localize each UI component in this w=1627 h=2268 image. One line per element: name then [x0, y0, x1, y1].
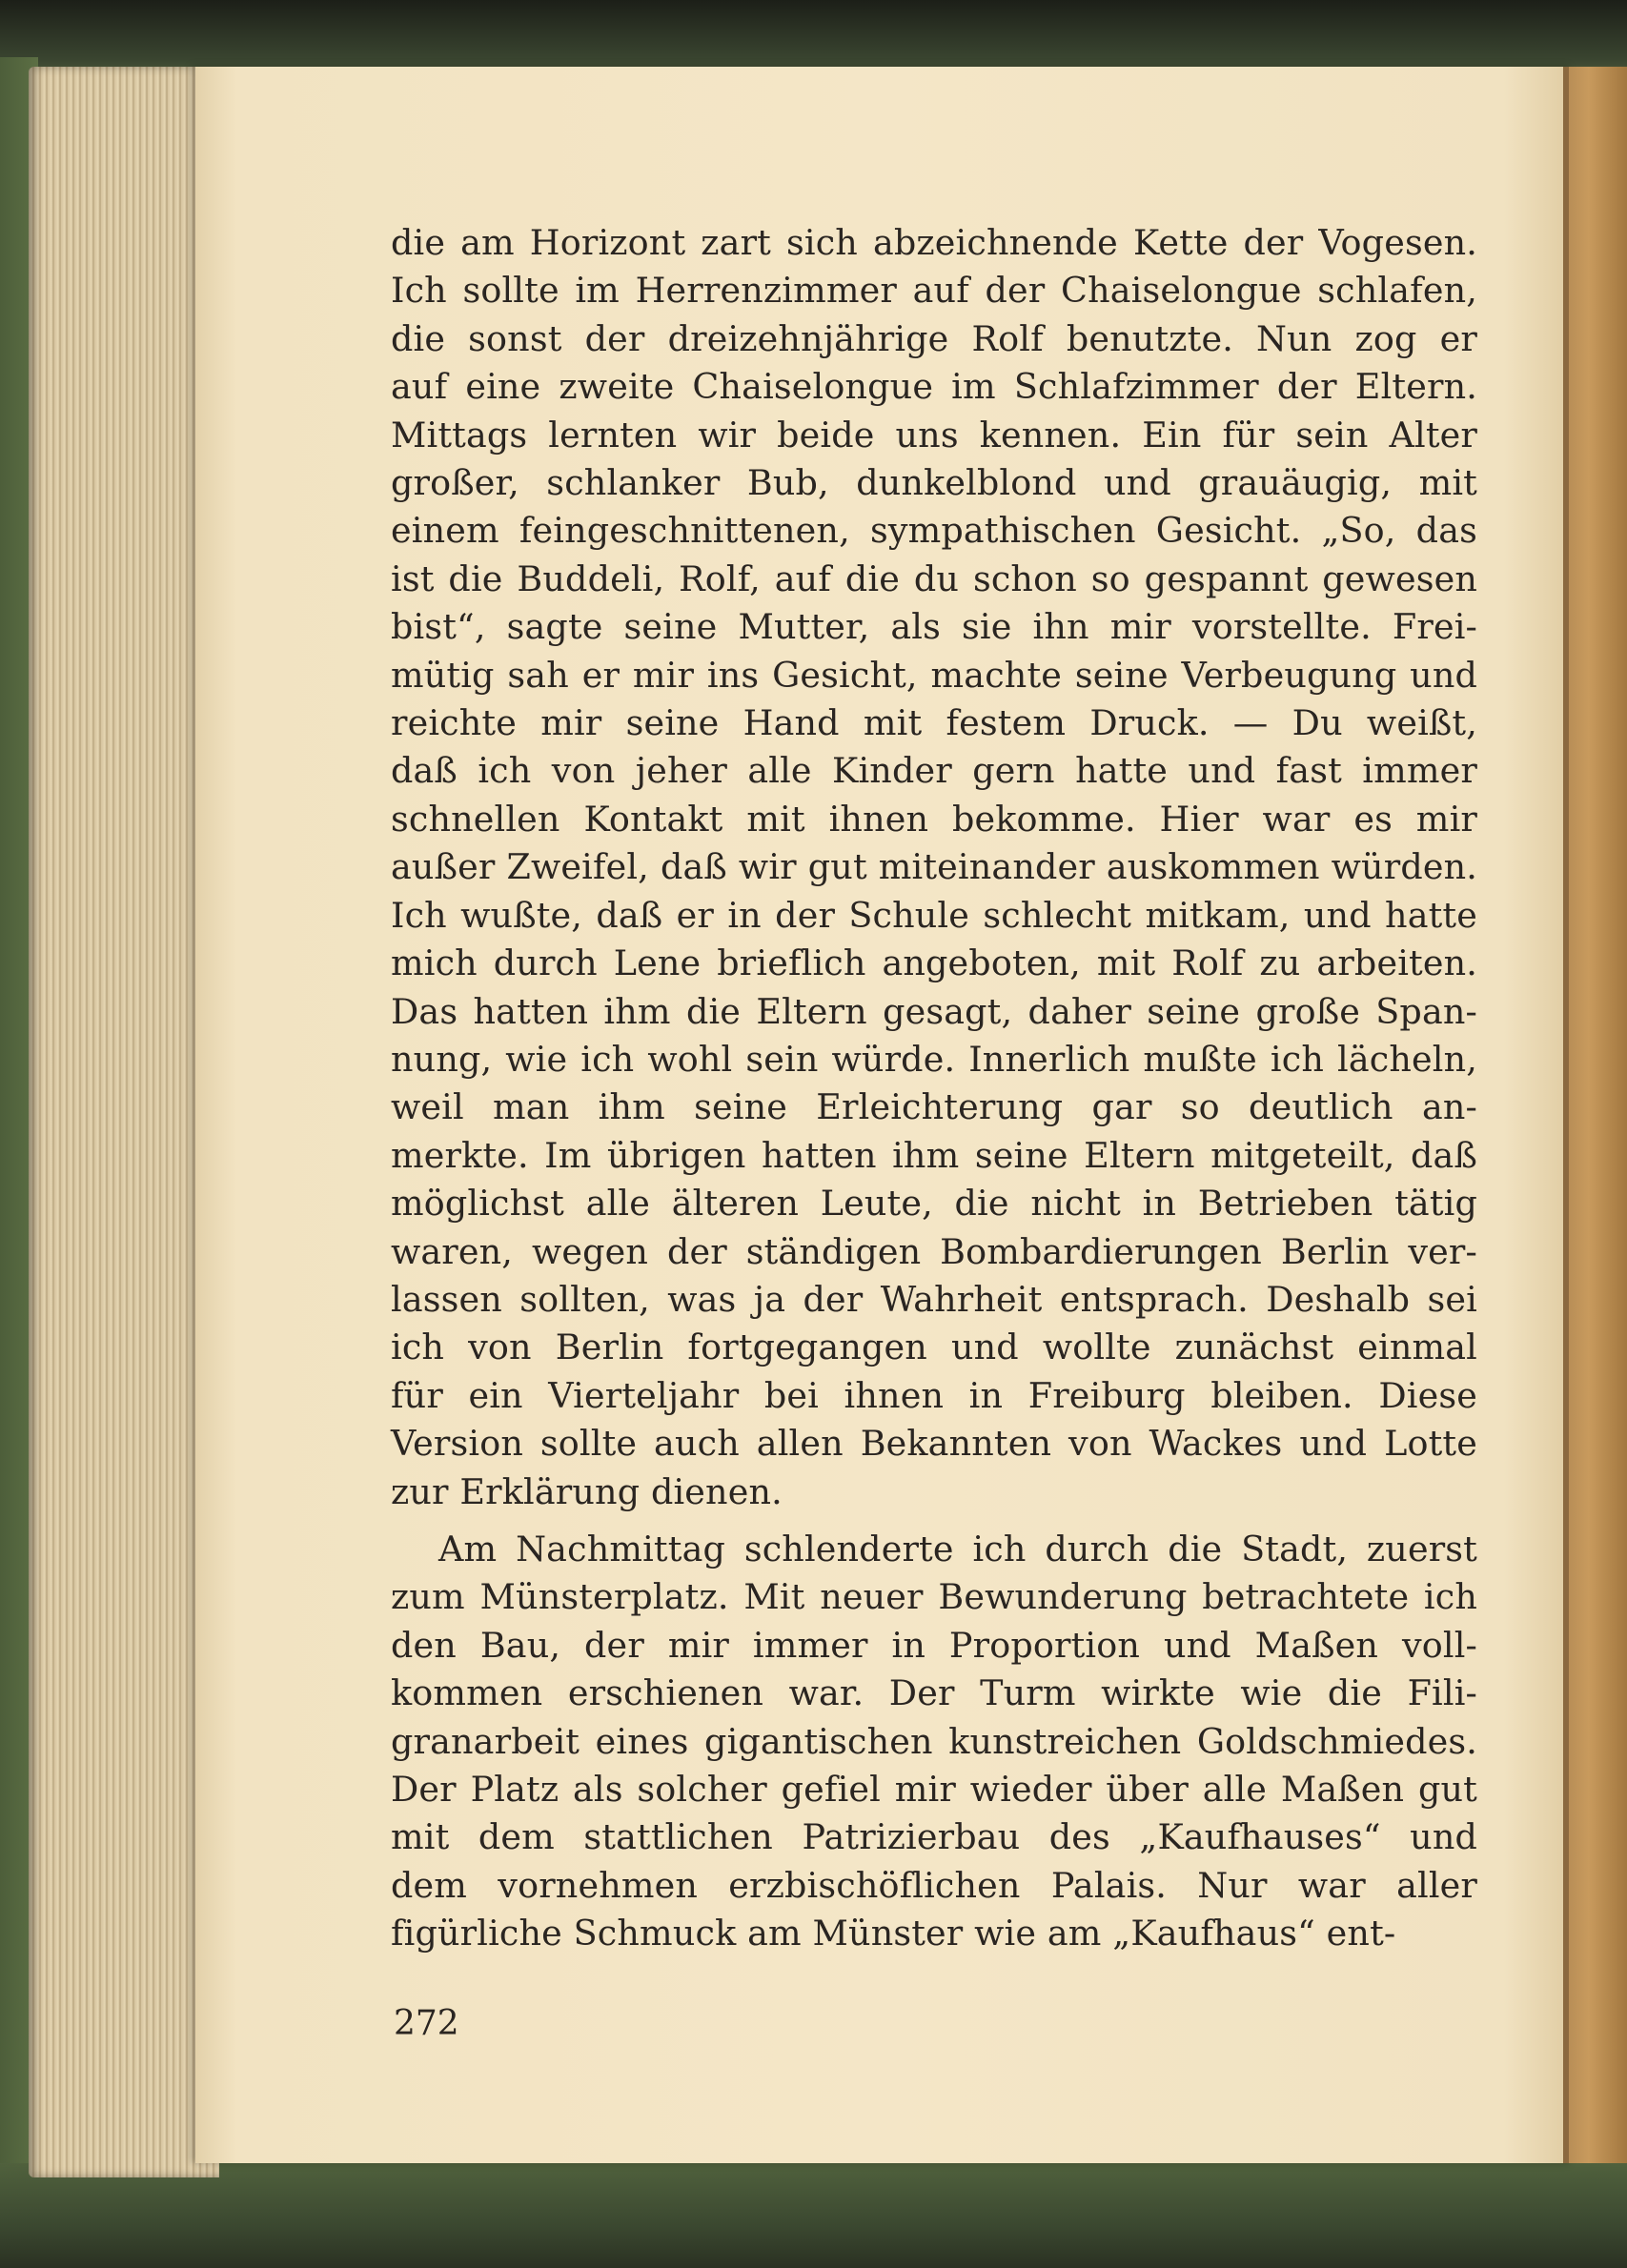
- text-line: möglichst alle älteren Leute, die nicht in Betrieben tätig: [391, 1183, 1477, 1225]
- text-line: lassen sollten, was ja der Wahrheit entsprach. Deshalb sei: [391, 1278, 1477, 1320]
- text-line: zum Münsterplatz. Mit neuer Bewunderung betrachtete ich: [391, 1576, 1477, 1618]
- text-line: Ich wußte, daß er in der Schule schlecht mitkam, und hatte: [391, 894, 1477, 936]
- text-line: die sonst der dreizehnjährige Rolf benutzte. Nun zog er: [391, 317, 1477, 359]
- page-stack-edge: [29, 67, 219, 2177]
- text-line: für ein Vierteljahr bei ihnen in Freiburg bleiben. Diese: [391, 1374, 1477, 1416]
- text-line: Der Platz als solcher gefiel mir wieder über alle Maßen gut: [391, 1769, 1477, 1810]
- text-line: zur Erklärung dienen.: [391, 1470, 783, 1512]
- text-line: auf eine zweite Chaiselongue im Schlafzimmer der Eltern.: [391, 366, 1477, 408]
- text-line: Mittags lernten wir beide uns kennen. Ein für sein Alter: [391, 414, 1477, 456]
- text-line: merkte. Im übrigen hatten ihm seine Eltern mitgeteilt, daß: [391, 1134, 1477, 1176]
- text-line: einem feingeschnittenen, sympathischen Gesicht. „So, das: [391, 510, 1477, 552]
- text-line: Am Nachmittag schlenderte ich durch die Stadt, zuerst: [438, 1528, 1477, 1569]
- body-text: [391, 219, 1477, 1958]
- text-line: kommen erschienen war. Der Turm wirkte wie die Fili-: [391, 1672, 1477, 1714]
- text-line: ich von Berlin fortgegangen und wollte zunächst einmal: [391, 1326, 1477, 1368]
- text-line: waren, wegen der ständigen Bombardierungen Berlin ver-: [391, 1230, 1477, 1272]
- text-line: figürliche Schmuck am Münster wie am „Kaufhaus“ ent-: [391, 1913, 1396, 1954]
- text-line: mütig sah er mir ins Gesicht, machte seine Verbeugung und: [391, 654, 1477, 696]
- text-line: granarbeit eines gigantischen kunstreichen Goldschmiedes.: [391, 1720, 1477, 1762]
- text-line: großer, schlanker Bub, dunkelblond und grauäugig, mit: [391, 462, 1477, 504]
- text-line: weil man ihm seine Erleichterung gar so deutlich an-: [391, 1086, 1477, 1128]
- text-line: mit dem stattlichen Patrizierbau des „Kaufhauses“ und: [391, 1816, 1477, 1858]
- text-line: ist die Buddeli, Rolf, auf die du schon so gespannt gewesen: [391, 557, 1477, 599]
- text-line: Ich sollte im Herrenzimmer auf der Chaiselongue schlafen,: [391, 270, 1477, 312]
- text-line: die am Horizont zart sich abzeichnende Kette der Vogesen.: [391, 222, 1477, 263]
- page-number: 272: [394, 2004, 459, 2043]
- text-line: reichte mir seine Hand mit festem Druck. — Du weißt,: [391, 702, 1477, 744]
- text-line: außer Zweifel, daß wir gut miteinander auskommen würden.: [391, 846, 1477, 888]
- paragraph-1: [391, 219, 1477, 1516]
- page-right-edge: [1563, 67, 1627, 2163]
- book-cover-bottom: [0, 2163, 1627, 2268]
- text-line: nung, wie ich wohl sein würde. Innerlich mußte ich lächeln,: [391, 1038, 1477, 1080]
- text-line: mich durch Lene brieflich angeboten, mit Rolf zu arbeiten.: [391, 942, 1477, 984]
- text-line: Das hatten ihm die Eltern gesagt, daher seine große Span-: [391, 990, 1477, 1032]
- text-line: dem vornehmen erzbischöflichen Palais. Nur war aller: [391, 1864, 1477, 1906]
- text-line: den Bau, der mir immer in Proportion und Maßen voll-: [391, 1624, 1477, 1666]
- paragraph-2: [391, 1526, 1477, 1958]
- text-line: Version sollte auch allen Bekannten von Wackes und Lotte: [391, 1423, 1477, 1465]
- text-line: schnellen Kontakt mit ihnen bekomme. Hier war es mir: [391, 798, 1477, 840]
- text-line: daß ich von jeher alle Kinder gern hatte und fast immer: [391, 750, 1477, 792]
- text-line: bist“, sagte seine Mutter, als sie ihn mir vorstellte. Frei-: [391, 606, 1477, 648]
